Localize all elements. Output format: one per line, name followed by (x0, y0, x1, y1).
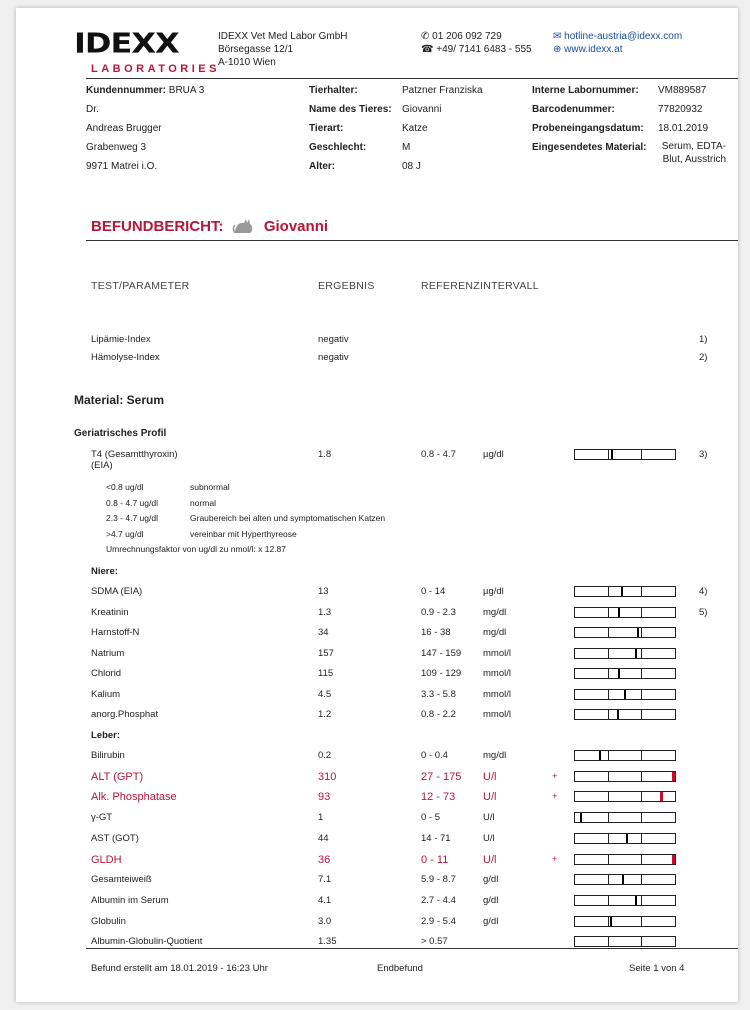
result-row (16, 854, 738, 872)
t4-note: 3) (699, 449, 708, 460)
result-row (16, 750, 738, 768)
param-name: Alk. Phosphatase (91, 791, 177, 804)
result-row (16, 771, 738, 789)
param-note: 5) (699, 606, 708, 618)
param-result: negativ (318, 352, 349, 363)
col-result-header: ERGEBNIS (318, 280, 375, 292)
customer-no-label: Kundennummer: (86, 85, 166, 96)
client-street: Grabenweg 3 (86, 142, 147, 153)
param-name: AST (GOT) (91, 832, 139, 844)
lab-online (553, 30, 682, 56)
index-row (16, 352, 738, 370)
param-ref: > 0.57 (421, 936, 448, 948)
result-row (16, 936, 738, 954)
cat-icon (232, 216, 256, 238)
range-marker (617, 710, 619, 719)
result-row (16, 895, 738, 913)
idexx-logo: IDEXX (74, 26, 179, 60)
param-result: 1.3 (318, 606, 332, 618)
barcode-label: Barcodenummer: (532, 104, 615, 115)
result-row (16, 648, 738, 666)
t4-range-bar (574, 449, 676, 460)
footer-page: Seite 1 von 4 (629, 963, 685, 974)
lab-street: Börsegasse 12/1 (218, 44, 294, 55)
range-marker (618, 669, 620, 678)
col-test-header: TEST/PARAMETER (91, 280, 190, 292)
param-result: 13 (318, 586, 329, 597)
interp-text: subnormal (190, 482, 230, 492)
param-result: 1 (318, 812, 324, 824)
param-name: Chlorid (91, 668, 122, 679)
param-name: Kreatinin (91, 606, 129, 618)
param-ref: 0 - 0.4 (421, 750, 448, 761)
range-marker (660, 792, 663, 801)
param-result: negativ (318, 334, 349, 345)
result-row (16, 916, 738, 934)
param-ref: 2.7 - 4.4 (421, 894, 456, 906)
result-row (16, 812, 738, 830)
range-marker (622, 875, 624, 884)
age-label: Alter: (309, 161, 336, 172)
lab-email[interactable]: hotline-austria@idexx.com (564, 31, 683, 42)
param-name: Globulin (91, 915, 126, 927)
param-result: 36 (318, 853, 331, 866)
index-row (16, 334, 738, 352)
lab-city: A-1010 Wien (218, 57, 276, 68)
animal-labels (309, 81, 392, 176)
t4-interpretation (106, 480, 385, 558)
param-result: 310 (318, 770, 337, 783)
sex-value: M (402, 142, 411, 153)
range-bar (574, 689, 676, 700)
report-title-label: BEFUNDBERICHT: (91, 217, 224, 235)
param-result: 1.2 (318, 709, 332, 720)
param-name: Kalium (91, 688, 121, 700)
fax-icon: ☎ (421, 44, 437, 55)
param-result: 157 (318, 647, 334, 659)
result-row (16, 791, 738, 809)
phone-icon: ✆ (421, 31, 433, 42)
param-ref: 109 - 129 (421, 668, 462, 679)
report-page (16, 8, 738, 1002)
param-name: Lipämie-Index (91, 334, 151, 345)
param-ref: 5.9 - 8.7 (421, 874, 456, 886)
range-bar (574, 936, 676, 947)
range-bar (574, 607, 676, 618)
param-result: 1.35 (318, 936, 337, 948)
param-ref: 2.9 - 5.4 (421, 915, 456, 927)
param-result: 3.0 (318, 915, 332, 927)
range-marker (624, 690, 626, 699)
footer-status: Endbefund (377, 963, 423, 974)
param-name: γ-GT (91, 812, 113, 824)
range-bar (574, 916, 676, 927)
range-bar (574, 668, 676, 679)
interp-text: vereinbar mit Hyperthyreose (190, 528, 297, 539)
param-ref: 0 - 11 (421, 853, 449, 866)
lab-name: IDEXX Vet Med Labor GmbH (218, 31, 348, 42)
interp-range: <0.8 ug/dl (106, 482, 144, 492)
param-name: Harnstoff-N (91, 627, 140, 638)
param-unit: U/l (483, 770, 497, 783)
param-result: 44 (318, 832, 329, 844)
param-unit: mg/dl (483, 750, 507, 761)
client-title: Dr. (86, 104, 99, 115)
param-note: 1) (699, 334, 708, 345)
owner-value: Patzner Franziska (402, 85, 483, 96)
species-label: Tierart: (309, 123, 344, 134)
range-marker (621, 587, 623, 596)
lab-web[interactable]: www.idexx.at (564, 44, 623, 55)
param-ref: 12 - 73 (421, 791, 456, 804)
lab-phone: 01 206 092 729 (432, 31, 502, 42)
interp-range: 2.3 - 4.7 ug/dl (106, 513, 158, 523)
globe-icon: ⊕ (553, 44, 565, 55)
sample-labels (532, 81, 646, 157)
param-name: SDMA (EIA) (91, 586, 143, 597)
material-label: Eingesendetes Material: (532, 142, 647, 153)
range-marker (580, 813, 582, 822)
material-heading: Material: Serum (74, 393, 165, 407)
interp-range: >4.7 ug/dl (106, 528, 144, 539)
param-name: Natrium (91, 647, 125, 659)
range-bar (574, 854, 676, 865)
niere-heading: Niere: (91, 566, 118, 577)
param-unit: mmol/l (483, 688, 511, 700)
param-ref: 147 - 159 (421, 647, 462, 659)
param-ref: 0.9 - 2.3 (421, 606, 456, 618)
param-ref: 3.3 - 5.8 (421, 688, 456, 700)
date-value: 18.01.2019 (658, 123, 709, 134)
param-result: 4.5 (318, 688, 332, 700)
t4-unit: µg/dl (483, 449, 504, 460)
range-bar (574, 750, 676, 761)
param-name: Albumin-Globulin-Quotient (91, 936, 203, 948)
param-note: 4) (699, 586, 708, 597)
interp-range: 0.8 - 4.7 ug/dl (106, 497, 158, 508)
param-name: Gesamteiweiß (91, 874, 152, 886)
lab-no-value: VM889587 (658, 85, 707, 96)
lab-address (218, 30, 348, 69)
t4-interp-line (106, 496, 385, 512)
high-flag: + (552, 853, 558, 865)
t4-interp-line (106, 480, 385, 496)
result-row (16, 668, 738, 686)
result-row (16, 627, 738, 645)
client-block (86, 81, 204, 176)
range-marker (599, 751, 601, 760)
t4-conversion: Umrechnungsfaktor von ug/dl zu nmol/l: x 12.87 (106, 544, 287, 554)
range-bar (574, 627, 676, 638)
param-name: ALT (GPT) (91, 770, 144, 783)
param-unit: g/dl (483, 915, 499, 927)
laboratories-logo-text: LABORATORIES (91, 63, 220, 75)
param-name: Bilirubin (91, 750, 125, 761)
customer-no: BRUA 3 (168, 85, 205, 96)
range-bar (574, 895, 676, 906)
date-label: Probeneingangsdatum: (532, 123, 644, 134)
range-marker (626, 834, 628, 843)
range-bar (574, 648, 676, 659)
material-line-2: Blut, Ausstrich (662, 154, 726, 165)
param-result: 115 (318, 668, 334, 679)
t4-interp-line (106, 527, 385, 543)
geriatric-heading: Geriatrisches Profil (74, 428, 167, 439)
client-name: Andreas Brugger (86, 123, 162, 134)
sex-label: Geschlecht: (309, 142, 367, 153)
param-name: Albumin im Serum (91, 894, 169, 906)
material-line-1: Serum, EDTA- (661, 141, 726, 152)
lab-fax: +49/ 7141 6483 - 555 (436, 44, 532, 55)
param-unit: U/l (483, 853, 497, 866)
param-result: 0.2 (318, 750, 332, 761)
param-result: 4.1 (318, 894, 332, 906)
interp-text: Graubereich bei alten und symptomatischen Katzen (190, 513, 386, 523)
range-bar (574, 833, 676, 844)
param-unit: U/l (483, 812, 495, 824)
param-name: GLDH (91, 853, 122, 866)
range-bar (574, 874, 676, 885)
param-ref: 0.8 - 2.2 (421, 709, 456, 720)
high-flag: + (552, 770, 558, 782)
result-row (16, 607, 738, 625)
t4-result: 1.8 (318, 449, 332, 460)
range-bar (574, 791, 676, 802)
param-unit: mmol/l (483, 647, 511, 659)
leber-heading: Leber: (91, 730, 121, 741)
param-ref: 16 - 38 (421, 627, 451, 638)
param-unit: µg/dl (483, 586, 504, 597)
param-ref: 0 - 14 (421, 586, 446, 597)
animal-values (402, 81, 483, 176)
param-unit: mg/dl (483, 606, 507, 618)
age-value: 08 J (402, 161, 421, 172)
col-ref-header: REFERENZINTERVALL (421, 280, 539, 292)
param-name: Hämolyse-Index (91, 352, 160, 363)
param-result: 34 (318, 627, 329, 638)
high-flag: + (552, 791, 558, 803)
species-value: Katze (402, 123, 428, 134)
t4-interp-line (106, 511, 385, 527)
range-marker (637, 628, 639, 637)
param-ref: 14 - 71 (421, 832, 451, 844)
t4-method: (EIA) (91, 460, 113, 471)
range-bar (574, 586, 676, 597)
param-result: 93 (318, 791, 331, 804)
param-result: 7.1 (318, 874, 332, 886)
range-marker (610, 917, 612, 926)
report-title (91, 216, 328, 238)
param-unit: mg/dl (483, 627, 507, 638)
range-bar (574, 709, 676, 720)
barcode-value: 77820932 (658, 104, 703, 115)
email-icon: ✉ (553, 31, 565, 42)
result-row (16, 689, 738, 707)
animal-name-value: Giovanni (402, 104, 442, 115)
t4-ref: 0.8 - 4.7 (421, 449, 456, 460)
sample-values (658, 81, 708, 138)
result-row (16, 874, 738, 892)
t4-name (91, 449, 178, 471)
lab-contact (421, 30, 532, 56)
material-value (646, 140, 726, 166)
param-name: anorg.Phosphat (91, 709, 159, 720)
lab-no-label: Interne Labornummer: (532, 85, 639, 96)
range-marker (672, 772, 675, 781)
range-bar (574, 771, 676, 782)
range-marker (635, 896, 637, 905)
param-unit: mmol/l (483, 668, 511, 679)
param-unit: U/l (483, 832, 495, 844)
param-unit: g/dl (483, 894, 499, 906)
animal-name-label: Name des Tieres: (309, 104, 392, 115)
client-city: 9971 Matrei i.O. (86, 161, 158, 172)
range-marker (635, 649, 637, 658)
param-unit: g/dl (483, 874, 499, 886)
range-marker (618, 608, 620, 617)
result-row (16, 586, 738, 604)
interp-text: normal (190, 497, 216, 508)
t4-label: T4 (Gesamtthyroxin) (91, 449, 178, 460)
result-row (16, 833, 738, 851)
param-ref: 27 - 175 (421, 770, 462, 783)
result-row (16, 709, 738, 727)
report-patient: Giovanni (263, 217, 329, 235)
param-ref: 0 - 5 (421, 812, 441, 824)
param-unit: U/l (483, 791, 497, 804)
footer-created: Befund erstellt am 18.01.2019 - 16:23 Uhr (91, 963, 268, 974)
range-marker (672, 855, 675, 864)
param-unit: mmol/l (483, 709, 511, 720)
range-bar (574, 812, 676, 823)
param-note: 2) (699, 352, 708, 363)
owner-label: Tierhalter: (309, 85, 358, 96)
